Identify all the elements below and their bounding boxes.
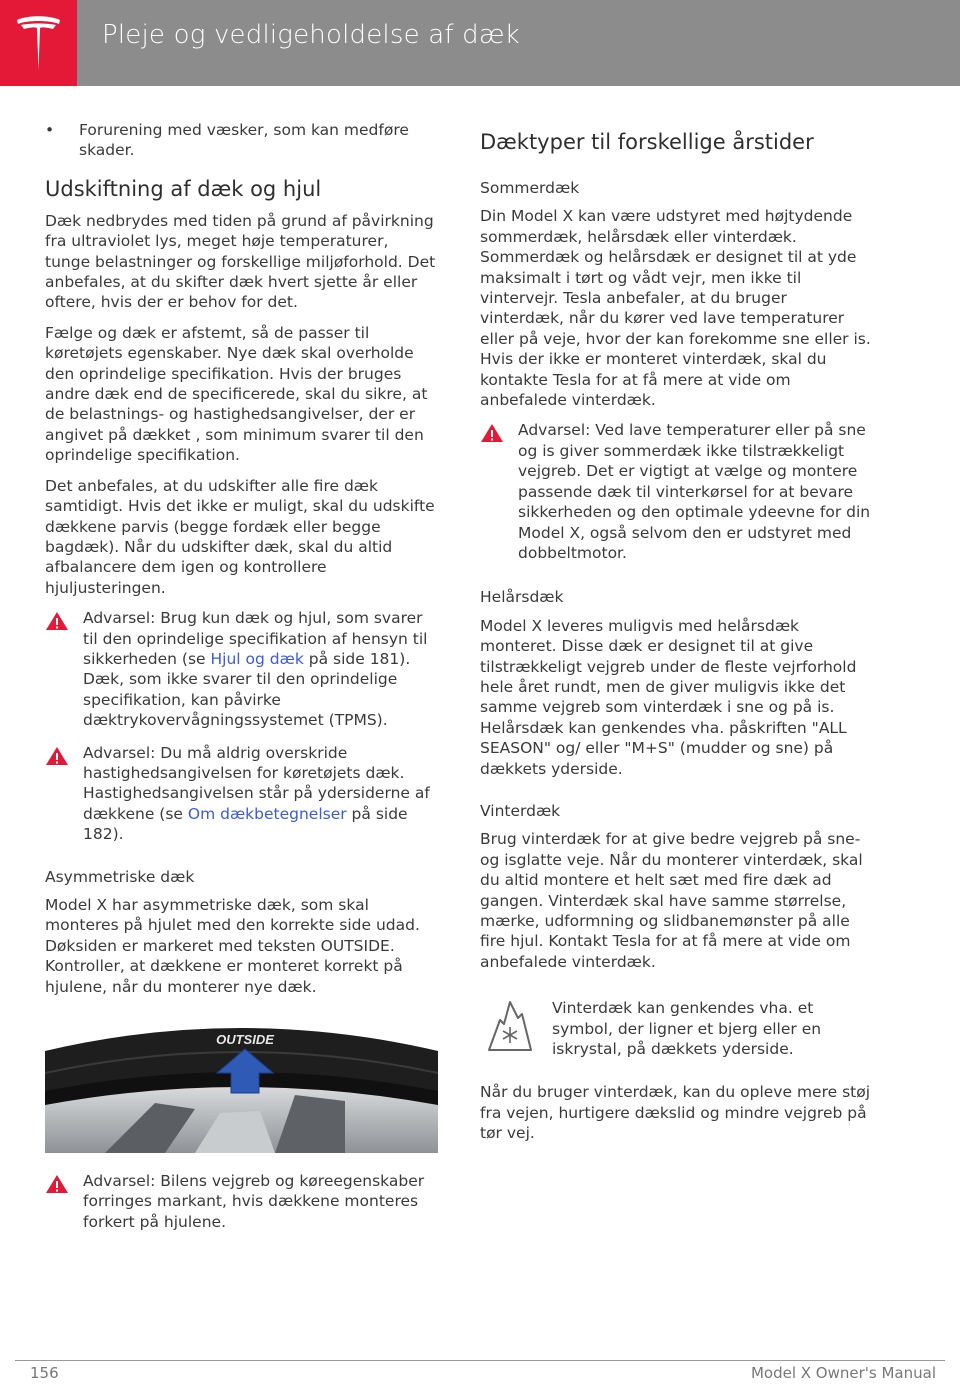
paragraph-asymmetric: Model X har asymmetriske dæk, som skal monteres på hjulet med den korrekte side udad. Døksiden er markeret med teksten OUTSIDE. Kontroller, at dækkene er monteret korrekt på hjulene, når du monterer nye dæk. (45, 896, 420, 996)
paragraph-summer: Din Model X kan være udstyret med højtydende sommerdæk, helårsdæk eller vinterdæk. Sommerdæk og helårsdæk er designet til at yde maksimalt i tørt og vådt vejr, men ikke til vintervejr. Tesla anbefaler, at du bruger vinterdæk, når du kører ved lave temperaturer eller på veje, hvor der kan forekomme sne eller is. Hvis der ikke er monteret vinterdæk, skal du kontakte Tesla for at få mere at vide om anbefalede vinterdæk. (480, 207, 871, 410)
bullet-text: Forurening med væsker, som kan medføre skader. (79, 121, 409, 160)
warning-text: Advarsel: Ved lave temperaturer eller på sne og is giver sommerdæk ikke tilstrækkeligt vejgreb. Det er vigtigt at vælge og montere passende dæk til vinterkørsel for at bevare sikkerheden og den optimale ydeevne for din Model X, også selvom den er udstyret med dobbeltmotor. (518, 421, 871, 562)
warning-incorrect-mounting (45, 1171, 438, 1232)
paragraph-specification: Fælge og dæk er afstemt, så de passer til køretøjets egenskaber. Nye dæk skal overholde den oprindelige specifikation. Hvis der bruges andre dæk end de specificerede, skal du sikre, at de belastnings- og hastighedsangivelser, der er angivet på dækket , som minimum svarer til den oprindelige specifikation. (45, 323, 428, 465)
warning-text: på side 182). (83, 804, 408, 844)
link-tire-markings[interactable]: Om dækbetegnelser (187, 804, 347, 823)
paragraph-all-season: Model X leveres muligvis med helårsdæk monteret. Disse dæk er designet til at give tilstrækkeligt vejgreb under de fleste vejrforhold hele året rundt, men de giver muligvis ikke det samme vejgreb som vinterdæk i sne og på is. Helårsdæk kan genkendes vha. påskriften "ALL SEASON" og/ eller "M+S" (mudder og sne) på dækkets yderside. (480, 616, 857, 778)
heading-replace-tires: Udskiftning af dæk og hjul (45, 176, 322, 201)
warning-icon (480, 423, 504, 443)
page-title: Pleje og vedligeholdelse af dæk (102, 20, 520, 50)
heading-all-season: Helårsdæk (480, 588, 564, 607)
footer-divider (15, 1360, 945, 1361)
logo-box (0, 0, 77, 86)
paragraph-winter: Brug vinterdæk for at give bedre vejgreb på sne- og isglatte veje. Når du monterer vinterdæk, skal du altid montere et helt sæt med fire dæk ad gangen. Vinterdæk skal have samme størrelse, mærke, udformning og slidbanemønster på alle fire hjul. Kontakt Tesla for at få mere at vide om anbefalede vinterdæk. (480, 830, 863, 971)
bullet-mark: • (45, 121, 55, 139)
winter-symbol-note (480, 998, 872, 1064)
mountain-snowflake-icon (488, 1000, 532, 1052)
warning-text: på side 181). Dæk, som ikke svarer til den oprindelige specifikation, kan påvirke dæktrykovervågningssystemet (TPMS). (83, 649, 411, 730)
manual-title: Model X Owner's Manual (750, 1364, 936, 1382)
heading-winter: Vinterdæk (480, 801, 561, 820)
paragraph-winter-noise: Når du bruger vinterdæk, kan du opleve mere støj fra vejen, hurtigere dækslid og mindre vejgreb på tør vej. (480, 1083, 871, 1143)
warning-text: Advarsel: Du må aldrig overskride hastighedsangivelsen for køretøjets dæk. Hastighedsangivelsen står på ydersiderne af dækkene (se (83, 743, 430, 823)
warning-icon (45, 611, 69, 631)
heading-tire-types: Dæktyper til forskellige årstider (480, 130, 814, 154)
warning-icon (45, 1174, 69, 1194)
heading-summer: Sommerdæk (480, 179, 580, 197)
warning-text: Advarsel: Brug kun dæk og hjul, som svarer til den oprindelige specifikation af hensyn til sikkerheden (se (83, 609, 428, 668)
left-column (45, 120, 438, 1244)
right-column (480, 128, 872, 1153)
heading-asymmetric: Asymmetriske dæk (45, 867, 195, 886)
page-header (0, 0, 960, 86)
tesla-logo-icon (15, 14, 62, 72)
bullet-item (45, 120, 438, 161)
warning-text: Advarsel: Bilens vejgreb og køreegenskaber forringes markant, hvis dækkene monteres forkert på hjulene. (83, 1172, 425, 1231)
winter-symbol-text: Vinterdæk kan genkendes vha. et symbol, der ligner et bjerg eller en iskrystal, på dækkets yderside. (552, 999, 822, 1059)
warning-speed-rating (45, 743, 438, 845)
paragraph-degradation: Dæk nedbrydes med tiden på grund af påvirkning fra ultraviolet lys, meget høje temperaturer, tunge belastninger og forskellige miljøforhold. Det anbefales, at du skifter dæk hvert sjette år eller oftere, hvis der er behov for det. (45, 211, 436, 312)
warning-original-spec (45, 608, 438, 730)
tire-outside-illustration (45, 1011, 438, 1153)
paragraph-replace-all: Det anbefales, at du udskifter alle fire dæk samtidigt. Hvis det ikke er muligt, skal du udskifte dækkene parvis (begge fordæk eller begge bagdæk). Når du udskifter dæk, skal du altid afbalancere dem igen og kontrollere hjuljusteringen. (45, 476, 435, 597)
warning-summer-tires (480, 420, 872, 563)
page-number: 156 (30, 1364, 59, 1382)
warning-icon (45, 746, 69, 766)
link-wheels-tires[interactable]: Hjul og dæk (210, 649, 304, 668)
tire-outside-label: OUTSIDE (216, 1032, 274, 1048)
